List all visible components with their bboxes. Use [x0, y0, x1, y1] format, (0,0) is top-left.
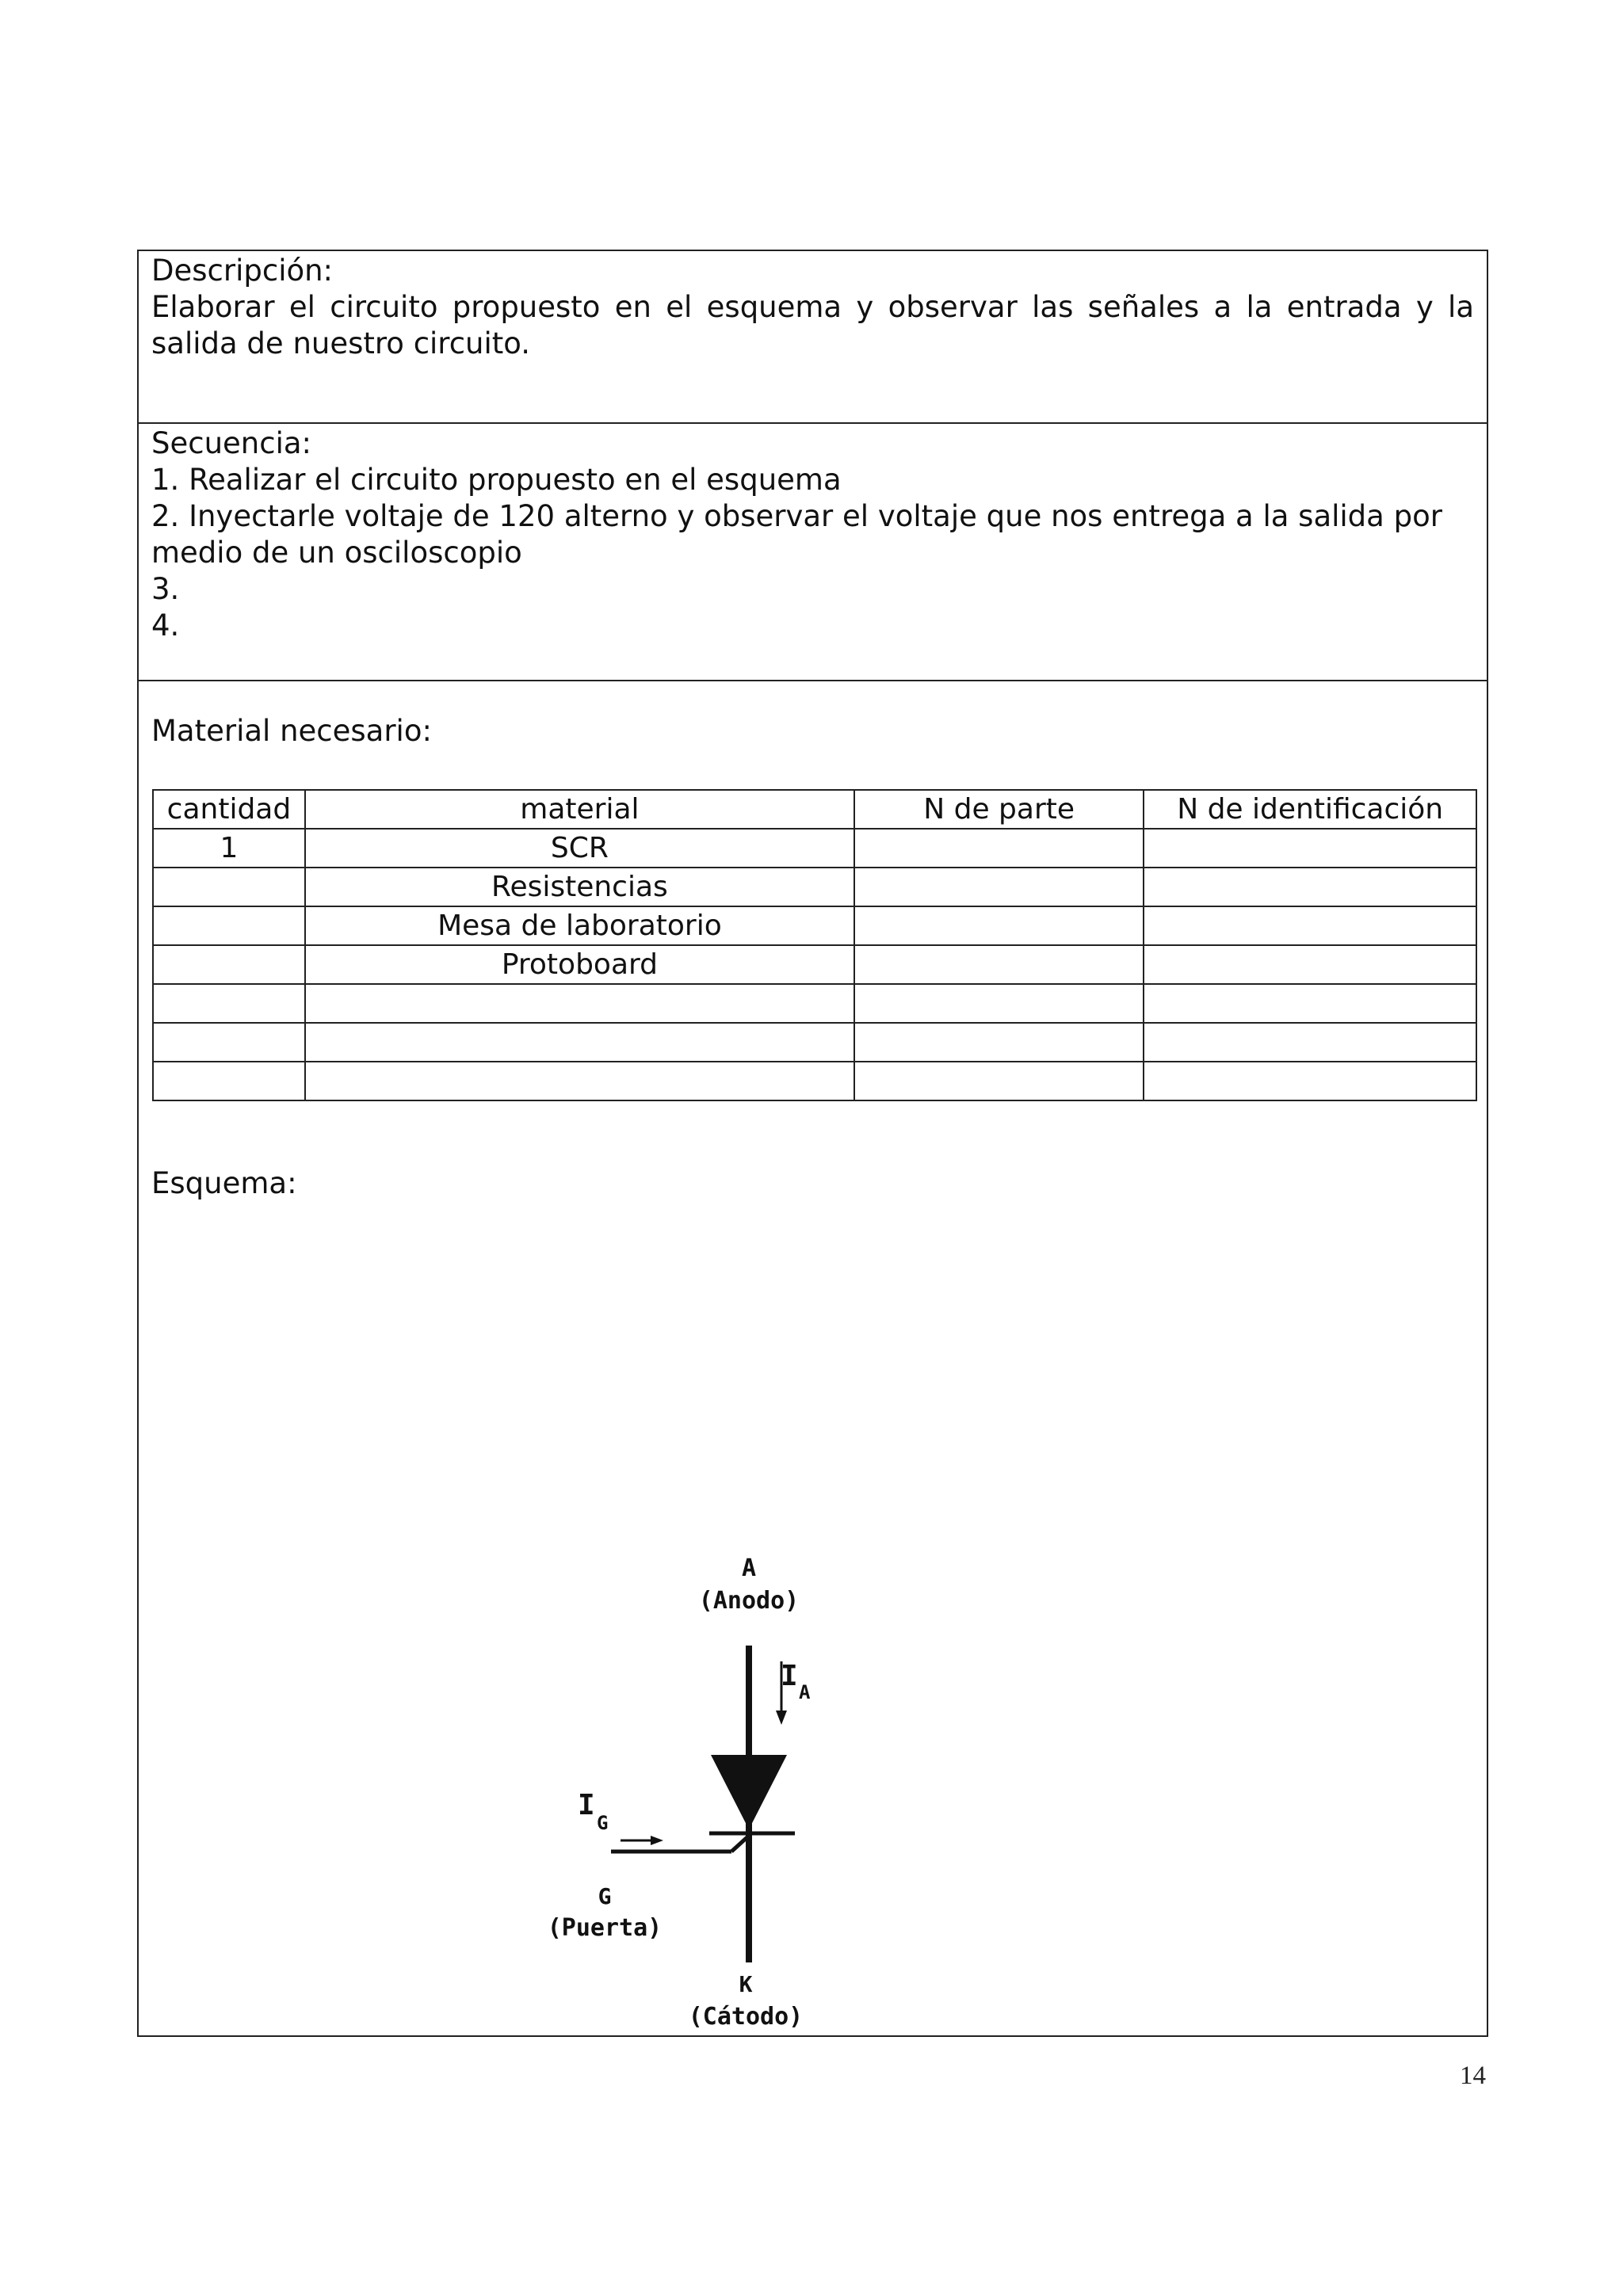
cell-part-number — [854, 1023, 1144, 1062]
cell-cantidad — [153, 1023, 305, 1062]
cell-material: SCR — [305, 829, 854, 868]
gate-letter: G — [598, 1883, 612, 1909]
cell-cantidad — [153, 906, 305, 945]
cell-id-number — [1144, 984, 1476, 1023]
diode-triangle-icon — [711, 1755, 787, 1829]
cell-part-number — [854, 906, 1144, 945]
ig-symbol: I — [578, 1789, 595, 1821]
cell-id-number — [1144, 829, 1476, 868]
table-row — [153, 945, 1476, 984]
cell-id-number — [1144, 868, 1476, 906]
cell-id-number — [1144, 906, 1476, 945]
ia-arrow-head-icon — [776, 1711, 787, 1725]
table-row — [153, 1062, 1476, 1100]
gate-name: (Puerta) — [547, 1914, 663, 1942]
cell-material: Protoboard — [305, 945, 854, 984]
table-header-row — [153, 790, 1476, 829]
cell-part-number — [854, 945, 1144, 984]
sequence-label: Secuencia: — [151, 426, 312, 460]
cell-id-number — [1144, 945, 1476, 984]
page-number: 14 — [1460, 2061, 1486, 2090]
ia-symbol: I — [781, 1660, 798, 1692]
cell-cantidad: 1 — [153, 829, 305, 868]
cell-cantidad — [153, 1062, 305, 1100]
header-id-number: N de identificación — [1144, 790, 1476, 829]
cell-part-number — [854, 868, 1144, 906]
cell-part-number — [854, 1062, 1144, 1100]
material-label: Material necesario: — [151, 714, 432, 748]
table-row — [153, 1023, 1476, 1062]
table-row — [153, 868, 1476, 906]
header-part-number: N de parte — [854, 790, 1144, 829]
cell-material: Resistencias — [305, 868, 854, 906]
table-row — [153, 906, 1476, 945]
cell-material — [305, 1023, 854, 1062]
cell-cantidad — [153, 984, 305, 1023]
anode-letter: A — [741, 1554, 757, 1582]
schematic-label: Esquema: — [151, 1166, 297, 1200]
cathode-letter: K — [739, 1971, 753, 1997]
cell-id-number — [1144, 1023, 1476, 1062]
sequence-step: 2. Inyectarle voltaje de 120 alterno y observar el voltaje que nos entrega a la salida por medio de un osciloscopio — [151, 499, 1442, 570]
cell-material: Mesa de laboratorio — [305, 906, 854, 945]
cell-part-number — [854, 829, 1144, 868]
scr-schematic — [543, 1297, 1002, 2031]
table-row — [153, 984, 1476, 1023]
ig-arrow-head-icon — [651, 1836, 663, 1845]
ig-subscript: G — [597, 1812, 609, 1834]
anode-name: (Anodo) — [698, 1587, 800, 1615]
form-frame — [137, 250, 1488, 2037]
ia-subscript: A — [799, 1681, 811, 1703]
cell-id-number — [1144, 1062, 1476, 1100]
cell-part-number — [854, 984, 1144, 1023]
sequence-step: 3. — [151, 572, 180, 606]
sequence-section — [139, 424, 1487, 681]
sequence-step: 1. Realizar el circuito propuesto en el esquema — [151, 463, 842, 497]
cell-cantidad — [153, 868, 305, 906]
cell-material — [305, 1062, 854, 1100]
description-label: Descripción: — [151, 254, 334, 288]
description-section — [139, 251, 1487, 424]
header-material: material — [305, 790, 854, 829]
cell-cantidad — [153, 945, 305, 984]
materials-table — [152, 789, 1477, 1101]
table-row — [153, 829, 1476, 868]
description-text: Elaborar el circuito propuesto en el esquema y observar las señales a la entrada y la salida de nuestro circuito. — [151, 290, 1474, 360]
sequence-step: 4. — [151, 608, 180, 643]
cathode-name: (Cátodo) — [688, 2003, 804, 2031]
header-cantidad: cantidad — [153, 790, 305, 829]
cell-material — [305, 984, 854, 1023]
